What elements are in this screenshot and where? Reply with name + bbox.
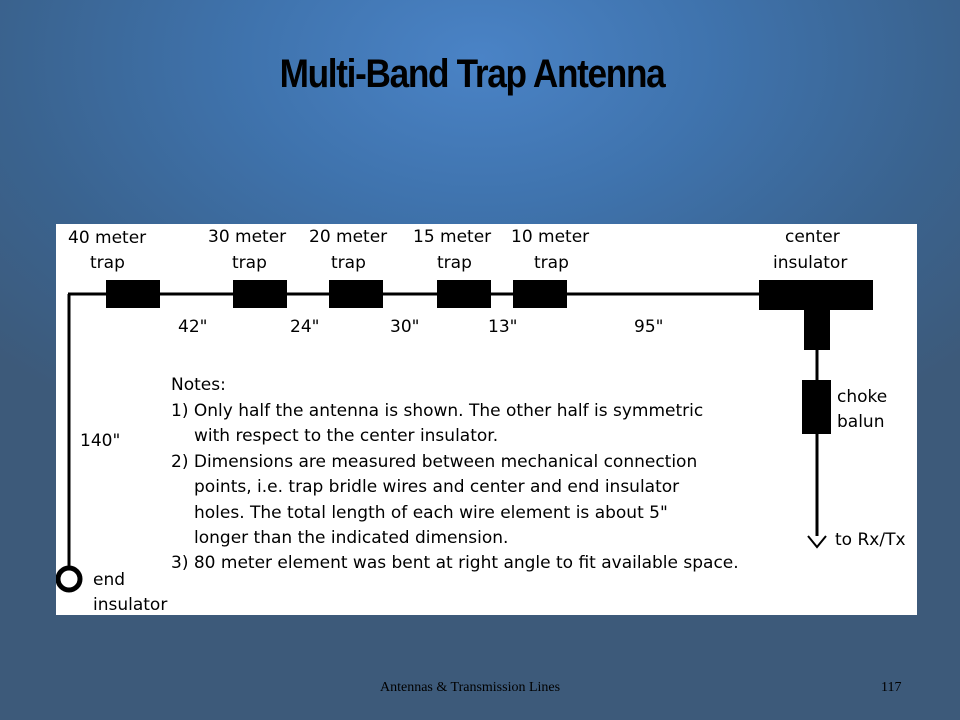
trap-label-40m-line2: trap (90, 253, 125, 273)
antenna-diagram-svg (56, 224, 917, 615)
trap-label-20m-line2: trap (331, 253, 366, 273)
trap-label-15m-line1: 15 meter (413, 227, 492, 247)
note-line: 2) Dimensions are measured between mechanical connection (171, 452, 698, 472)
segment-length: 24" (290, 317, 320, 337)
note-line: holes. The total length of each wire element is about 5" (194, 503, 668, 523)
note-line: with respect to the center insulator. (194, 426, 499, 446)
choke-balun-label-line1: choke (837, 387, 888, 407)
choke-balun-block (802, 380, 831, 434)
trap-label-10m-line1: 10 meter (511, 227, 590, 247)
slide-title: Multi-Band Trap Antenna (279, 52, 665, 96)
center-insulator-top (759, 280, 873, 310)
end-insulator-label-line1: end (93, 570, 126, 590)
center-insulator-label-line1: center (785, 227, 840, 247)
feed-label: to Rx/Tx (835, 530, 906, 550)
center-insulator-label-line2: insulator (773, 253, 848, 273)
vertical-length-label: 140" (80, 431, 121, 451)
trap-15m (437, 280, 491, 308)
center-insulator-stem (804, 308, 830, 350)
trap-10m (513, 280, 567, 308)
note-line: 3) 80 meter element was bent at right angle to fit available space. (171, 553, 739, 573)
segment-length: 42" (178, 317, 208, 337)
trap-label-15m-line2: trap (437, 253, 472, 273)
trap-40m (106, 280, 160, 308)
trap-label-40m-line1: 40 meter (68, 228, 147, 248)
choke-balun-label-line2: balun (837, 412, 885, 432)
note-line: 1) Only half the antenna is shown. The other half is symmetric (171, 401, 704, 421)
trap-20m (329, 280, 383, 308)
antenna-diagram (56, 224, 917, 615)
segment-length: 13" (488, 317, 518, 337)
end-insulator-icon (58, 568, 80, 590)
notes-heading: Notes: (171, 375, 226, 395)
note-line: longer than the indicated dimension. (194, 528, 509, 548)
footer-title: Antennas & Transmission Lines (380, 680, 561, 695)
feed-arrow-icon (808, 536, 826, 547)
note-line: points, i.e. trap bridle wires and center and end insulator (194, 477, 680, 497)
trap-label-20m-line1: 20 meter (309, 227, 388, 247)
trap-30m (233, 280, 287, 308)
page-number: 117 (881, 680, 902, 695)
end-insulator-label-line2: insulator (93, 595, 168, 615)
segment-length: 30" (390, 317, 420, 337)
trap-label-10m-line2: trap (534, 253, 569, 273)
segment-length: 95" (634, 317, 664, 337)
trap-label-30m-line2: trap (232, 253, 267, 273)
trap-label-30m-line1: 30 meter (208, 227, 287, 247)
